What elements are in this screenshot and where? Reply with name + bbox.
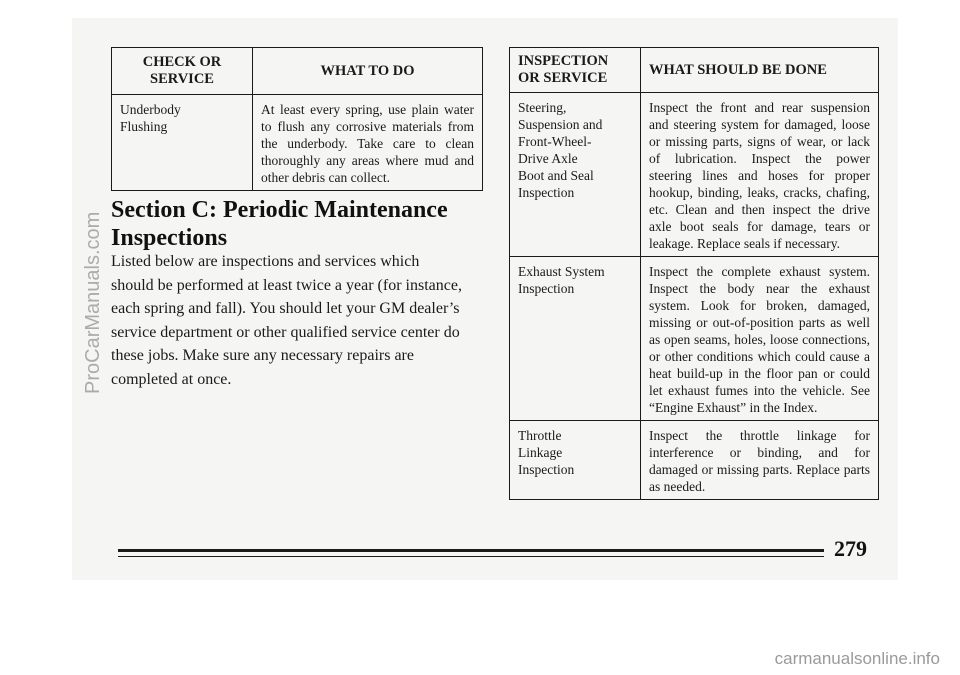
section-body: Listed below are inspections and services which should be performed at least twice a year (for instance, each spring and fall). You should let your GM dealer’s service department or other qualified service center do these jobs. Make sure any necessary repairs are completed at once. bbox=[111, 253, 462, 388]
row-item-throttle-linkage: Throttle Linkage Inspection bbox=[510, 421, 641, 500]
check-service-table bbox=[111, 47, 483, 191]
header-inspection-or-service: INSPECTION OR SERVICE bbox=[510, 48, 641, 93]
row-action-exhaust-system: Inspect the complete exhaust system. Inspect the body near the exhaust system. Look for broken, damaged, missing or out-of-position parts as well as open seams, holes, loose connections, or other conditions which could cause a heat build-up in the floor pan or could let exhaust fumes into the vehicle. See “Engine Exhaust” in the Index. bbox=[641, 257, 879, 421]
table-row bbox=[112, 95, 483, 191]
section-title: Section C: Periodic Maintenance Inspections bbox=[111, 197, 448, 251]
header-check-or-service: CHECK OR SERVICE bbox=[112, 48, 253, 95]
header-what-to-do: WHAT TO DO bbox=[253, 48, 483, 95]
row-item-exhaust-system: Exhaust System Inspection bbox=[510, 257, 641, 421]
header-what-should-be-done: WHAT SHOULD BE DONE bbox=[641, 48, 879, 93]
table-row bbox=[510, 257, 879, 421]
footer-rule-thick bbox=[118, 549, 824, 552]
page-number: 279 bbox=[834, 536, 867, 561]
table-header-row bbox=[112, 48, 483, 95]
row-item-underbody-flushing: Underbody Flushing bbox=[112, 95, 253, 191]
inspection-service-table bbox=[509, 47, 879, 500]
watermark-procarmanuals: ProCarManuals.com bbox=[82, 211, 104, 394]
row-action-underbody-flushing: At least every spring, use plain water to flush any corrosive materials from the underbody. Take care to clean thoroughly any areas where mud and other debris can collect. bbox=[253, 95, 483, 191]
row-action-throttle-linkage: Inspect the throttle linkage for interference or binding, and for damaged or missing parts. Replace parts as needed. bbox=[641, 421, 879, 500]
row-item-steering-suspension: Steering, Suspension and Front-Wheel- Drive Axle Boot and Seal Inspection bbox=[510, 93, 641, 257]
row-action-steering-suspension: Inspect the front and rear suspension and steering system for damaged, loose or missing parts, signs of wear, or lack of lubrication. Inspect the power steering lines and hoses for proper hookup, binding, leaks, cracks, chafing, etc. Clean and then inspect the drive axle boot seals for damage, tears or leakage. Replace seals if necessary. bbox=[641, 93, 879, 257]
table-row bbox=[510, 421, 879, 500]
table-row bbox=[510, 93, 879, 257]
table-header-row bbox=[510, 48, 879, 93]
watermark-carmanualsonline: carmanualsonline.info bbox=[774, 649, 940, 668]
footer-rule-thin bbox=[118, 556, 824, 557]
